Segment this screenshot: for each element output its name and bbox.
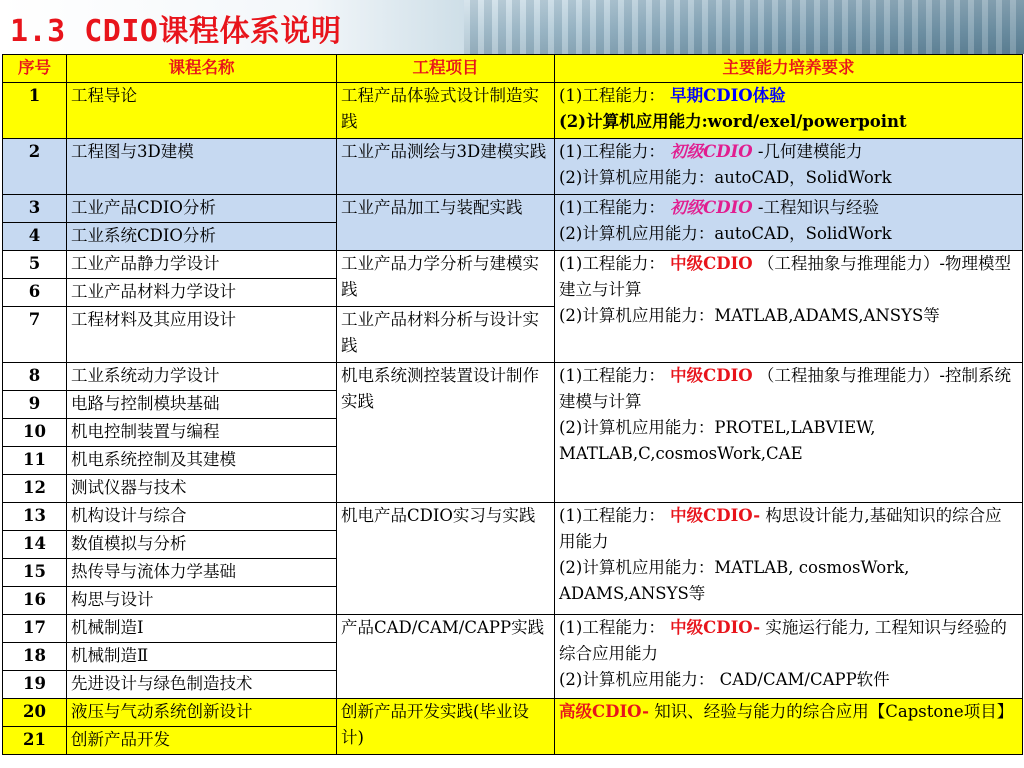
row-number: 21 xyxy=(3,727,67,755)
req-detail: -几何建模能力 xyxy=(757,142,863,161)
course-name: 机构设计与综合 xyxy=(67,503,337,531)
req-computer: (2)计算机应用能力：autoCAD，SolidWork xyxy=(559,224,892,243)
table-row xyxy=(3,139,1023,195)
req-computer: (2)计算机应用能力：MATLAB,ADAMS,ANSYS等 xyxy=(559,306,940,325)
course-name: 创新产品开发 xyxy=(67,727,337,755)
course-name: 构思与设计 xyxy=(67,587,337,615)
project-name: 产品CAD/CAM/CAPP实践 xyxy=(337,615,555,699)
project-name: 创新产品开发实践(毕业设计) xyxy=(337,699,555,755)
row-number: 12 xyxy=(3,475,67,503)
slide-title: 1.3 CDIO课程体系说明 xyxy=(10,14,342,49)
row-number: 4 xyxy=(3,223,67,251)
req-detail: （工程抽象与推理能力）-控制系统建模与计算 xyxy=(559,366,1011,411)
req-detail: 构思设计能力,基础知识的综合应用能力 xyxy=(559,506,1002,551)
header-requirements: 主要能力培养要求 xyxy=(555,55,1023,83)
req-engineering-label: (1)工程能力： xyxy=(559,254,665,273)
req-level: 中级CDIO xyxy=(670,254,753,273)
project-name: 工业产品力学分析与建模实践 xyxy=(337,251,555,307)
req-level: 中级CDIO- xyxy=(670,618,761,637)
requirements-cell xyxy=(555,503,1023,615)
row-number: 17 xyxy=(3,615,67,643)
row-number: 1 xyxy=(3,83,67,139)
req-computer: (2)计算机应用能力： CAD/CAM/CAPP软件 xyxy=(559,670,890,689)
row-number: 9 xyxy=(3,391,67,419)
table-header-row xyxy=(3,55,1023,83)
req-level: 中级CDIO- xyxy=(670,506,761,525)
req-level: 初级CDIO xyxy=(670,198,753,217)
requirements-cell xyxy=(555,139,1023,195)
row-number: 2 xyxy=(3,139,67,195)
course-name: 热传导与流体力学基础 xyxy=(67,559,337,587)
req-computer: (2)计算机应用能力:word/exel/powerpoint xyxy=(559,112,907,131)
project-name: 工业产品测绘与3D建模实践 xyxy=(337,139,555,195)
requirements-cell xyxy=(555,699,1023,755)
course-name: 工程材料及其应用设计 xyxy=(67,307,337,363)
course-name: 液压与气动系统创新设计 xyxy=(67,699,337,727)
row-number: 7 xyxy=(3,307,67,363)
req-computer: (2)计算机应用能力：PROTEL,LABVIEW, MATLAB,C,cosmosWork,CAE xyxy=(559,418,876,463)
requirements-cell xyxy=(555,195,1023,251)
table-row xyxy=(3,363,1023,391)
req-engineering-label: (1)工程能力： xyxy=(559,198,665,217)
course-name: 机械制造Ⅰ xyxy=(67,615,337,643)
course-name: 工业系统CDIO分析 xyxy=(67,223,337,251)
req-level: 中级CDIO xyxy=(670,366,753,385)
requirements-cell xyxy=(555,615,1023,699)
requirements-cell xyxy=(555,83,1023,139)
course-name: 测试仪器与技术 xyxy=(67,475,337,503)
course-name: 先进设计与绿色制造技术 xyxy=(67,671,337,699)
table-row xyxy=(3,251,1023,279)
cdio-course-table xyxy=(2,54,1023,755)
row-number: 13 xyxy=(3,503,67,531)
req-detail: -工程知识与经验 xyxy=(757,198,879,217)
req-level: 早期CDIO体验 xyxy=(670,86,786,105)
table-row xyxy=(3,699,1023,727)
course-name: 工业产品静力学设计 xyxy=(67,251,337,279)
header-no: 序号 xyxy=(3,55,67,83)
row-number: 20 xyxy=(3,699,67,727)
req-level: 初级CDIO xyxy=(670,142,753,161)
req-engineering-label: (1)工程能力： xyxy=(559,86,665,105)
course-name: 工业系统动力学设计 xyxy=(67,363,337,391)
req-computer: (2)计算机应用能力：MATLAB, cosmosWork, ADAMS,ANSYS等 xyxy=(559,558,910,603)
course-name: 工业产品CDIO分析 xyxy=(67,195,337,223)
row-number: 16 xyxy=(3,587,67,615)
req-engineering-label: (1)工程能力： xyxy=(559,506,665,525)
course-name: 机电系统控制及其建模 xyxy=(67,447,337,475)
req-engineering-label: (1)工程能力： xyxy=(559,366,665,385)
row-number: 11 xyxy=(3,447,67,475)
row-number: 8 xyxy=(3,363,67,391)
table-row xyxy=(3,195,1023,223)
course-name: 工业产品材料力学设计 xyxy=(67,279,337,307)
project-name: 工业产品材料分析与设计实践 xyxy=(337,307,555,363)
req-detail: （工程抽象与推理能力）-物理模型建立与计算 xyxy=(559,254,1011,299)
project-name: 工业产品加工与装配实践 xyxy=(337,195,555,251)
header-project: 工程项目 xyxy=(337,55,555,83)
course-name: 机械制造Ⅱ xyxy=(67,643,337,671)
project-name: 机电系统测控装置设计制作实践 xyxy=(337,363,555,503)
header-course: 课程名称 xyxy=(67,55,337,83)
row-number: 3 xyxy=(3,195,67,223)
project-name: 工程产品体验式设计制造实践 xyxy=(337,83,555,139)
row-number: 18 xyxy=(3,643,67,671)
row-number: 14 xyxy=(3,531,67,559)
table-row xyxy=(3,503,1023,531)
req-detail: 实施运行能力, 工程知识与经验的综合应用能力 xyxy=(559,618,1007,663)
course-name: 电路与控制模块基础 xyxy=(67,391,337,419)
campus-building-image xyxy=(464,0,1024,54)
row-number: 10 xyxy=(3,419,67,447)
req-engineering-label: (1)工程能力： xyxy=(559,142,665,161)
course-name: 工程导论 xyxy=(67,83,337,139)
requirements-cell xyxy=(555,251,1023,363)
row-number: 5 xyxy=(3,251,67,279)
row-number: 19 xyxy=(3,671,67,699)
table-row xyxy=(3,615,1023,643)
course-name: 工程图与3D建模 xyxy=(67,139,337,195)
row-number: 6 xyxy=(3,279,67,307)
course-name: 数值模拟与分析 xyxy=(67,531,337,559)
requirements-cell xyxy=(555,363,1023,503)
req-level: 高级CDIO- xyxy=(559,702,649,721)
course-name: 机电控制装置与编程 xyxy=(67,419,337,447)
row-number: 15 xyxy=(3,559,67,587)
project-name: 机电产品CDIO实习与实践 xyxy=(337,503,555,615)
req-computer: (2)计算机应用能力：autoCAD，SolidWork xyxy=(559,168,892,187)
req-detail: 知识、经验与能力的综合应用【Capstone项目】 xyxy=(654,702,1014,721)
table-row xyxy=(3,83,1023,139)
req-engineering-label: (1)工程能力： xyxy=(559,618,665,637)
